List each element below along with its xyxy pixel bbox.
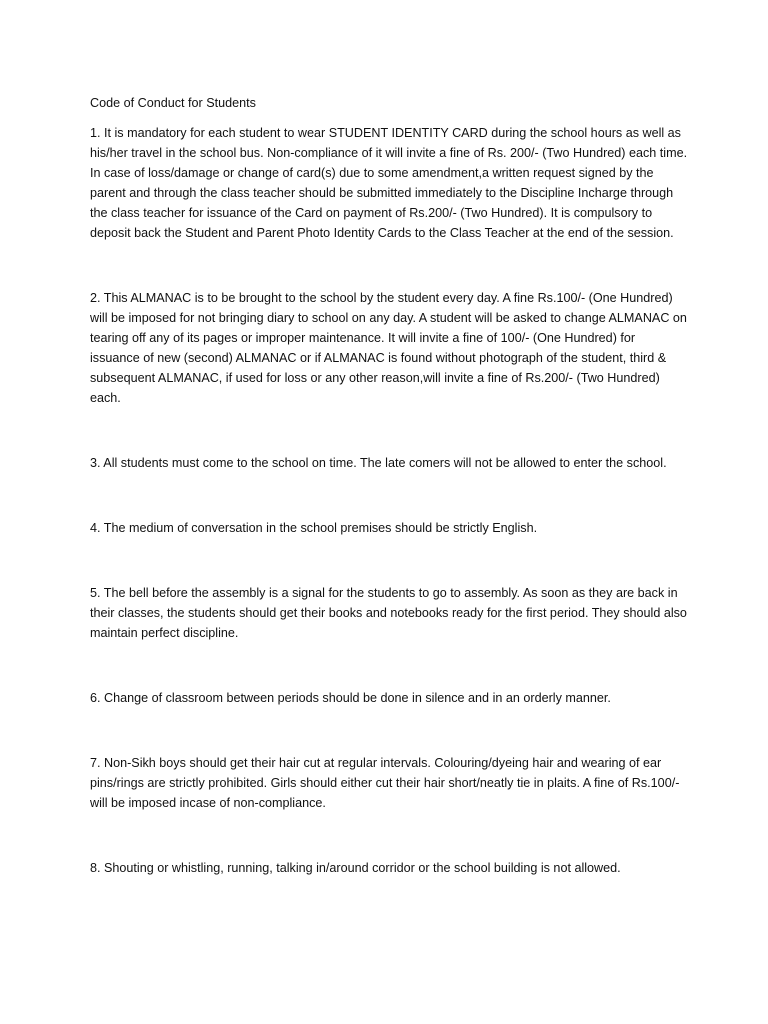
rule-4: 4. The medium of conversation in the school premises should be strictly English. — [90, 521, 538, 535]
rule-1: 1. It is mandatory for each student to wear STUDENT IDENTITY CARD during the school hours as well as his/her travel in the school bus. Non-compliance of it will invite a fine of Rs. 200/- (Two Hundred) each time. In case of loss/damage or change of card(s) due to some amendment,a written request signed by the parent and through the class teacher should be submitted immediately to the Discipline Incharge through the class teacher for issuance of the Card on payment of Rs.200/- (Two Hundred). It is compulsory to deposit back the Student and Parent Photo Identity Cards to the Class Teacher at the end of the session. — [90, 126, 688, 240]
document-title: Code of Conduct for Students — [90, 96, 256, 110]
rule-5: 5. The bell before the assembly is a signal for the students to go to assembly. As soon as they are back in their classes, the students should get their books and notebooks ready for the first period. They should also maintain perfect discipline. — [90, 586, 687, 640]
rule-2: 2. This ALMANAC is to be brought to the school by the student every day. A fine Rs.100/- (One Hundred) will be imposed for not bringing diary to school on any day. A student will be asked to change ALMANAC on tearing off any of its pages or improper maintenance. It will invite a fine of 100/- (One Hundred) for issuance of new (second) ALMANAC or if ALMANAC is found without photograph of the student, third & subsequent ALMANAC, if used for loss or any other reason,will invite a fine of Rs.200/- (Two Hundred) each. — [90, 291, 687, 405]
rule-8: 8. Shouting or whistling, running, talking in/around corridor or the school building is not allowed. — [90, 861, 621, 875]
rule-6: 6. Change of classroom between periods should be done in silence and in an orderly manner. — [90, 691, 611, 705]
rule-3: 3. All students must come to the school on time. The late comers will not be allowed to enter the school. — [90, 456, 667, 470]
rule-7: 7. Non-Sikh boys should get their hair cut at regular intervals. Colouring/dyeing hair and wearing of ear pins/rings are strictly prohibited. Girls should either cut their hair short/neatly tie in plaits. A fine of Rs.100/- will be imposed incase of non-compliance. — [90, 756, 680, 810]
